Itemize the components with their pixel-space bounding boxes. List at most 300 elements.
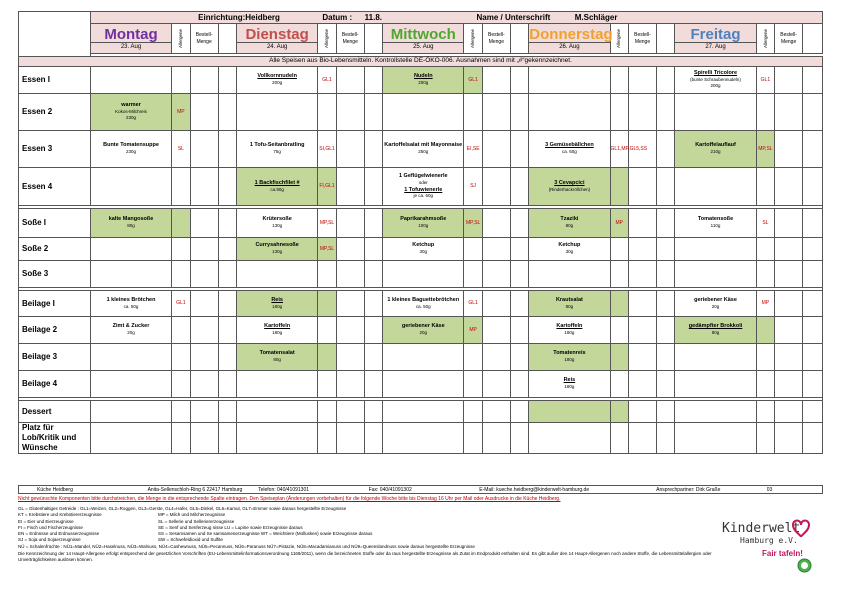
brand-name: Kinderwelt [722,521,801,536]
order-qty-cell[interactable] [629,238,657,261]
empty-cell [656,131,675,168]
allergene-header: Allergene [318,24,337,54]
order-qty-cell[interactable] [190,317,218,344]
allergen-cell [756,261,775,288]
order-qty-cell[interactable] [190,401,218,423]
menu-row [19,67,823,94]
dish-cell [90,401,171,423]
order-qty-cell[interactable] [190,168,218,206]
brand-slogan: Fair tafeln! [762,549,803,558]
dish-cell [237,423,318,454]
allergene-header: Allergene [610,24,629,54]
dish-name: 1 Tofu-Seitanbratling [249,142,305,149]
dish-cell [90,291,171,317]
dish-cell [383,261,464,288]
footer [18,485,823,494]
order-qty-cell[interactable] [629,317,657,344]
allergen-cell [464,261,483,288]
allergen-cell: MP [610,209,629,238]
dish-size: 30g [419,249,428,255]
empty-col [364,24,383,54]
dish-cell [383,291,464,317]
empty-cell [803,67,823,94]
empty-cell [364,261,383,288]
dish-size: 80g [273,357,281,363]
allergen-cell: GL1 [464,291,483,317]
datum-label: Datum : [322,12,353,22]
dish-size: 130g [272,223,283,229]
row-label: Platz für Lob/Kritik und Wünsche [19,423,91,454]
dish-cell [675,168,756,206]
legend-line: GL = Glutenhaltiges Getreide : GL1=Weizen, GL2=Roggen, GL3=Gerste, GL4=Hafer, GL5=Dinkel, GL6=Kamut, GL7=Emmer sowie daraus hergestellte Erzeugnisse [18,506,347,511]
dish-cell [237,371,318,398]
order-qty-cell[interactable] [190,238,218,261]
order-qty-cell[interactable] [775,371,803,398]
order-qty-cell[interactable] [482,344,510,371]
allergen-cell [610,261,629,288]
dish-size: 200g [418,80,429,86]
dish-name: 3 Gemüsebällchen [545,142,594,149]
order-qty-cell[interactable] [482,67,510,94]
allergen-cell: MP,SL [318,209,337,238]
dish-sub: Kokos-Milchreis [115,109,147,115]
order-qty-cell[interactable] [336,261,364,288]
order-qty-cell[interactable] [629,401,657,423]
dish-sub: (bunte Schraubennudeln) [690,77,741,83]
empty-cell [364,344,383,371]
order-qty-cell[interactable] [775,291,803,317]
empty-cell [364,209,383,238]
allergen-cell [172,261,191,288]
empty-cell [364,238,383,261]
dish-cell [529,261,610,288]
dish-name: 3 Cevapcici [554,179,585,186]
empty-cell [656,238,675,261]
allergen-cell [464,401,483,423]
order-qty-cell[interactable] [775,67,803,94]
dish-cell [383,317,464,344]
order-qty-cell[interactable] [775,238,803,261]
order-qty-cell[interactable] [190,261,218,288]
allergen-cell [756,94,775,131]
menu-row [19,344,823,371]
dish-cell [237,94,318,131]
dish-size: 230g [126,115,137,121]
empty-cell [218,423,237,454]
dish-cell [383,94,464,131]
footer-mail[interactable]: E-Mail: kueche.heidberg@kinderwelt-hamburg.de [479,486,590,493]
heart-swirl-icon [790,517,812,539]
order-qty-cell[interactable] [190,423,218,454]
allergen-cell [610,344,629,371]
order-qty-cell[interactable] [190,209,218,238]
order-qty-cell[interactable] [775,423,803,454]
order-qty-cell[interactable] [190,67,218,94]
empty-cell [364,168,383,206]
dish-name: gedämpfter Brokkoli [688,323,743,330]
dish-cell [675,67,756,94]
dish-size: 80g [565,303,574,309]
legend-line: EI = Eier und Eierzeugnisse SL = Sellerie und Selleriererzeugnisse [18,518,235,524]
dish-cell [675,317,756,344]
dish-cell [675,94,756,131]
order-qty-cell[interactable] [629,371,657,398]
empty-cell [364,371,383,398]
day-header-0 [90,24,171,54]
order-qty-cell[interactable] [190,291,218,317]
dish-size: 110g [710,223,721,229]
empty-cell [364,67,383,94]
empty-cell [656,423,675,454]
order-qty-cell[interactable] [775,168,803,206]
allergen-cell [318,291,337,317]
row-label: Dessert [19,401,91,423]
empty-col [803,24,823,54]
order-qty-cell[interactable] [482,401,510,423]
dish-sub: oder [418,180,428,186]
order-qty-cell[interactable] [629,209,657,238]
dish-size: 200g [272,80,283,86]
order-qty-cell[interactable] [336,168,364,206]
allergen-cell: GL1 [318,67,337,94]
empty-cell [218,131,237,168]
dish-cell [90,371,171,398]
dish-cell [675,261,756,288]
empty-cell [364,94,383,131]
order-qty-cell[interactable] [775,401,803,423]
order-qty-cell[interactable] [629,67,657,94]
order-qty-cell[interactable] [190,94,218,131]
allergen-cell [318,401,337,423]
legend-bottom: Die Kennzeichnung der 14 Haupt-Allergene erfolgt entsprechend der gesetzlichen Vorschriften (EU-Lebensmittelinformationsverordnung 1169/2011), wenn die bezeichneten Stoffe oder da raus hergestellte Erzeugnisse als Zutat im Endprodukt enthalten sind. Es gibt außer den 14 Haupt-Allergenen noch andere Stoffe, die Lebensmittelallergien oder Unverträglichkeiten auslösen können. [18,551,712,563]
row-label: Beilage 4 [19,371,91,398]
allergen-cell: MP [172,94,191,131]
empty-cell [803,423,823,454]
empty-cell [803,371,823,398]
row-label: Beilage I [19,291,91,317]
order-qty-cell[interactable] [336,423,364,454]
allergen-cell: FI,GL1 [318,168,337,206]
day-name: Dienstag [245,25,309,43]
dish-cell [90,317,171,344]
dish-size: 30g [565,249,574,255]
order-qty-cell[interactable] [482,238,510,261]
empty-col [656,24,675,54]
dish-name: Currysahnesoße [255,242,299,249]
menu-row [19,94,823,131]
dish-cell [529,371,610,398]
order-qty-cell[interactable] [336,238,364,261]
dish-cell [383,67,464,94]
dish-name: Tomatenreis [553,350,586,357]
dish-size: 210g [710,149,721,155]
empty-cell [364,317,383,344]
row-label: Beilage 3 [19,344,91,371]
dish-cell [675,371,756,398]
footer-partner: Ansprechpartner: Dirk Graße [656,486,721,493]
dish-cell [90,238,171,261]
allergen-cell: MP,SL [318,238,337,261]
order-qty-cell[interactable] [482,291,510,317]
dish-name: 1 Backfischfilet # [254,179,300,186]
empty-cell [803,131,823,168]
dish-size: ca. 50g [123,303,139,309]
menu-row [19,238,823,261]
order-qty-cell[interactable] [336,209,364,238]
empty-cell [656,261,675,288]
dish-cell [237,317,318,344]
day-date: 23. Aug [91,42,171,53]
dish-size: 80g [711,330,720,336]
dish-name: 1 kleines Brötchen [106,296,156,303]
dish-name: Spirelli Tricolore [693,70,738,77]
allergen-cell [318,317,337,344]
allergen-cell: GL1,MP,GL5,SS [610,131,629,168]
footer-kueche: Küche Heidberg [37,486,73,493]
allergen-cell [610,371,629,398]
allergen-cell [172,67,191,94]
order-qty-cell[interactable] [482,317,510,344]
name-label: Name / Unterschrift [476,12,551,22]
menu-row [19,131,823,168]
empty-cell [656,371,675,398]
allergen-cell: SJ [464,168,483,206]
dish-size: 130g [272,249,283,255]
day-header-1 [237,24,318,54]
menu-row [19,401,823,423]
order-qty-cell[interactable] [482,209,510,238]
order-qty-cell[interactable] [336,317,364,344]
dish-cell [675,401,756,423]
dish-size: 20g [419,330,428,336]
allergen-cell [756,401,775,423]
order-qty-cell[interactable] [482,168,510,206]
dish-name: Ketchup [558,242,581,249]
allergen-cell: SL [172,131,191,168]
allergen-cell: MP [464,317,483,344]
order-qty-cell[interactable] [336,67,364,94]
order-qty-cell[interactable] [629,94,657,131]
dish-size: ca. 50g [415,303,431,309]
order-notice: Nicht gewünschte Komponenten bitte durchstreichen, die Menge in die entsprechende Spalte eintragen. Den Speiseplan (Änderungen vorbehalten) für die folgende Woche bitte bis Dienstag 16 Uhr per Mail oder Ausdrucke in die Küche Heidberg. [18,496,561,502]
menu-row [19,371,823,398]
day-header-2 [383,24,464,54]
dish-name: Krütersoße [262,216,292,223]
empty-cell [510,238,529,261]
empty-cell [656,291,675,317]
footer-tel: Telefon: 040/41091301 [258,486,310,493]
footer-fax: Fax: 040/41091302 [368,486,412,493]
dish-cell [529,344,610,371]
order-qty-cell[interactable] [336,94,364,131]
row-label: Soße 3 [19,261,91,288]
order-qty-cell[interactable] [629,261,657,288]
dish-size: 180g [564,330,575,336]
order-qty-cell[interactable] [190,131,218,168]
allergen-cell [172,317,191,344]
allergen-cell: SI,GL1 [318,131,337,168]
allergen-cell [464,371,483,398]
order-qty-cell[interactable] [775,261,803,288]
dish-cell [237,344,318,371]
dish-cell [675,209,756,238]
day-date: 27. Aug [675,42,755,53]
dish-name: Vollkornnudeln [257,73,297,80]
dish-cell [529,401,610,423]
empty-cell [510,317,529,344]
order-qty-cell[interactable] [336,131,364,168]
empty-cell [656,67,675,94]
empty-cell [510,94,529,131]
order-qty-cell[interactable] [336,344,364,371]
einrichtung: Einrichtung:Heidberg [198,12,280,22]
dish-cell [529,317,610,344]
dish-cell [383,401,464,423]
empty-cell [656,401,675,423]
dish-size: 80g [565,223,574,229]
order-qty-cell[interactable] [629,423,657,454]
legend-line: FI = Fisch und Fischerzeugnisse SE = Senf und Senferzeug nisse LU = Lupine sowie Erzeugnisse daraus [18,524,303,530]
dish-cell [529,238,610,261]
menge-header: Bestell-Menge [775,24,803,54]
dish-cell [383,168,464,206]
dish-cell [383,344,464,371]
footer-page: 03 [766,486,773,493]
empty-cell [803,168,823,206]
dish-name: warmer [121,102,141,109]
empty-cell [803,344,823,371]
day-name: Freitag [690,25,741,43]
dish-size: 80g [127,223,135,229]
dish-cell [675,291,756,317]
row-label: Essen 4 [19,168,91,206]
order-qty-cell[interactable] [482,423,510,454]
dish-cell [383,371,464,398]
dish-cell [237,238,318,261]
dish-cell [90,209,171,238]
empty-cell [218,209,237,238]
dish-cell [237,209,318,238]
day-header-3 [529,24,613,54]
empty-cell [218,94,237,131]
dish-size: 230g [126,149,137,155]
dish-size: 100g [418,223,429,229]
allergen-cell [172,344,191,371]
order-qty-cell[interactable] [336,371,364,398]
empty-cell [803,94,823,131]
empty-cell [510,67,529,94]
dish-cell [383,131,464,168]
bio-note: Alle Speisen aus Bio-Lebensmitteln. Kontrollstelle DE-ÖKO-006. Ausnahmen sind mit „#“gekennzeichnet. [19,57,823,67]
dish-name: Reis [563,377,576,384]
allergen-cell [756,238,775,261]
row-label: Soße I [19,209,91,238]
order-qty-cell[interactable] [482,261,510,288]
order-qty-cell[interactable] [629,168,657,206]
menge-header: Bestell-Menge [336,24,364,54]
dish-name: Tzaziki [560,216,579,223]
allergen-cell [756,423,775,454]
empty-cell [803,401,823,423]
empty-cell [656,317,675,344]
empty-cell [510,168,529,206]
empty-cell [656,344,675,371]
order-qty-cell[interactable] [629,344,657,371]
dish-name: Tomatensalat [259,350,295,357]
allergen-cell [756,168,775,206]
day-header-4 [675,24,756,54]
dish-cell [675,131,756,168]
empty-cell [364,131,383,168]
allergen-cell [464,238,483,261]
dish-cell [90,67,171,94]
empty-cell [656,94,675,131]
order-qty-cell[interactable] [775,344,803,371]
order-qty-cell[interactable] [775,317,803,344]
dish-cell [529,67,610,94]
dish-cell [529,423,610,454]
empty-cell [218,291,237,317]
empty-col [218,24,237,54]
allergen-cell [610,238,629,261]
allergen-cell [756,371,775,398]
order-qty-cell[interactable] [336,291,364,317]
day-name: Donnerstag [529,25,613,43]
dish-sub: (Rinderhackröllchen) [548,186,591,192]
empty-cell [510,423,529,454]
order-qty-cell[interactable] [482,131,510,168]
order-qty-cell[interactable] [775,131,803,168]
order-qty-cell[interactable] [336,401,364,423]
order-qty-cell[interactable] [629,291,657,317]
brand-sub: Hamburg e.V. [740,536,798,545]
name-value: M.Schläger [574,12,618,22]
dish-name: Kartoffeln [556,323,583,330]
order-qty-cell[interactable] [775,94,803,131]
order-qty-cell[interactable] [190,371,218,398]
dish-name: Kartoffelauflauf [695,142,736,149]
dish-cell [383,238,464,261]
allergen-cell [756,317,775,344]
allergen-cell [610,67,629,94]
dish-cell [237,131,318,168]
dish-size: 20g [711,303,720,309]
allergen-legend [18,506,718,564]
dish-cell [90,344,171,371]
day-name: Montag [104,25,158,43]
dish-cell [529,131,610,168]
dish-cell [383,209,464,238]
dish-cell [237,67,318,94]
menge-header: Bestell-Menge [629,24,657,54]
kinderwelt-logo [714,515,814,575]
dish-size: 180g [564,384,575,390]
order-qty-cell[interactable] [190,344,218,371]
dish-cell [237,168,318,206]
empty-cell [510,261,529,288]
order-qty-cell[interactable] [482,94,510,131]
dish-name: 1 Geflügelwienerle [398,173,448,180]
empty-cell [364,401,383,423]
dish-size: 180g [272,303,283,309]
empty-cell [803,261,823,288]
order-qty-cell[interactable] [775,209,803,238]
datum-value: 11.8. [364,12,383,22]
allergen-cell [172,423,191,454]
empty-cell [510,291,529,317]
empty-cell [218,401,237,423]
order-qty-cell[interactable] [482,371,510,398]
